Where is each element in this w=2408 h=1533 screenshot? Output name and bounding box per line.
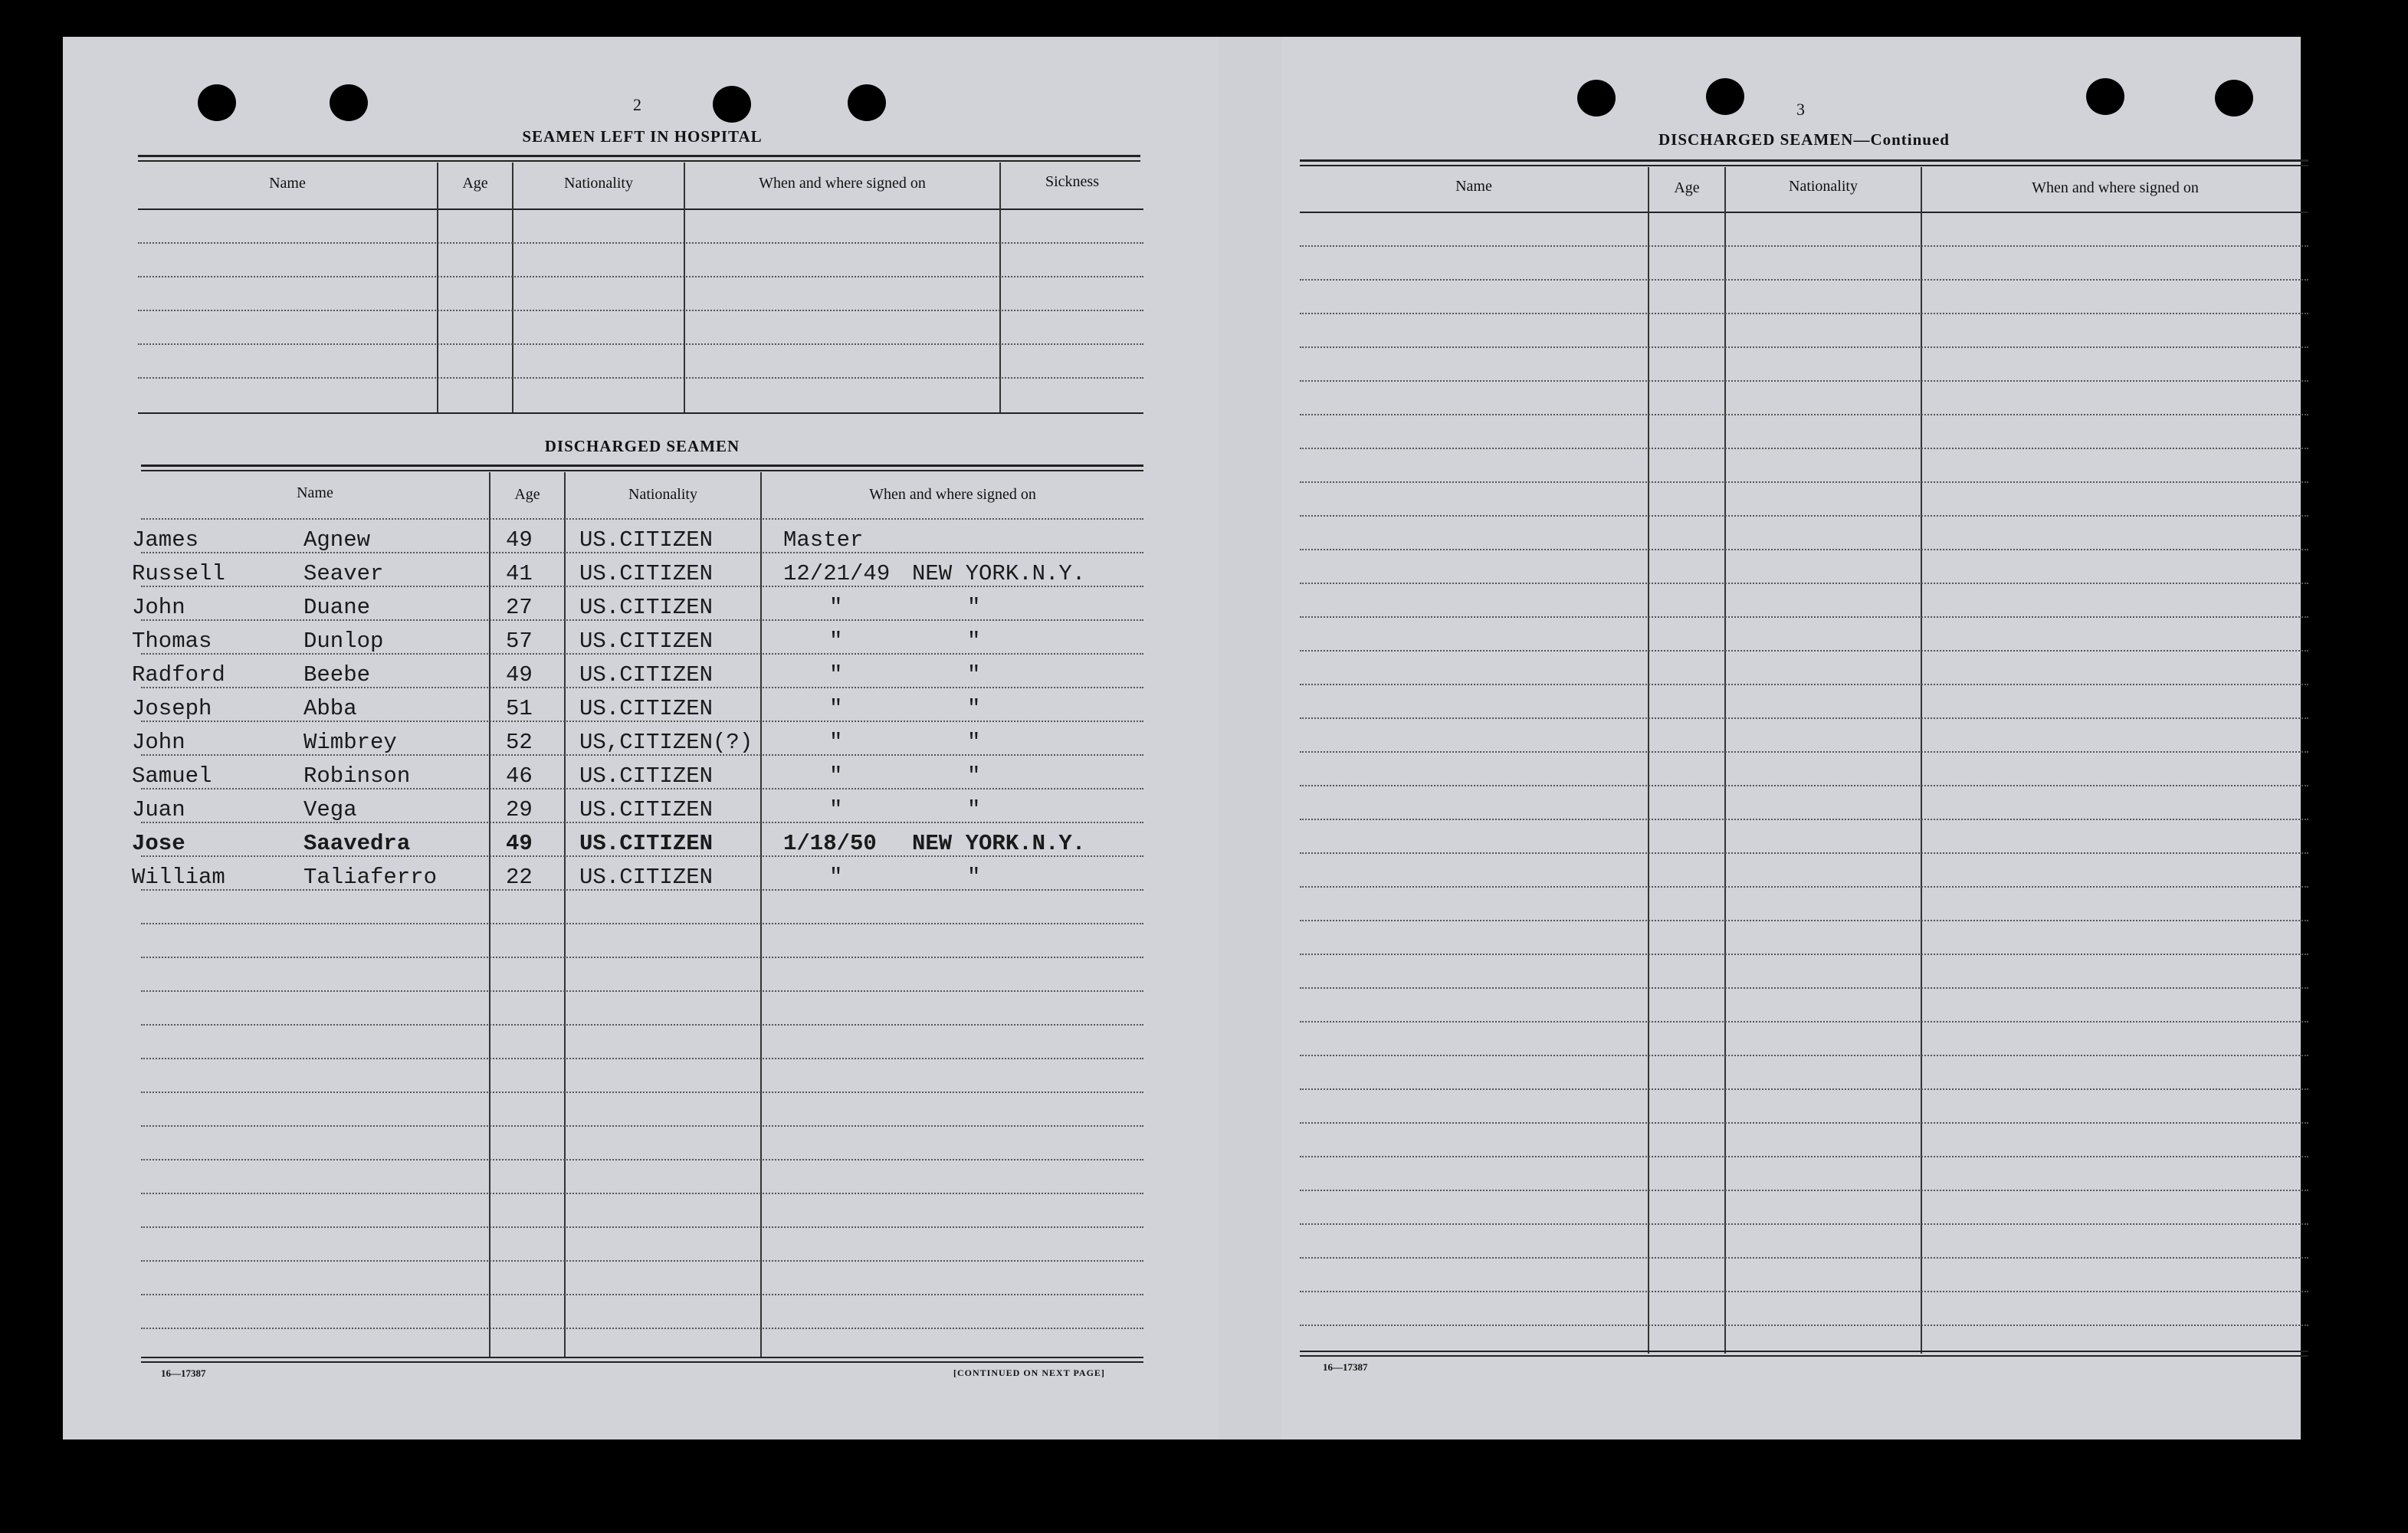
ruled-line <box>1300 684 2308 685</box>
cell-place: " <box>967 629 981 654</box>
cell-last: Robinson <box>303 763 411 789</box>
ruled-line <box>141 990 1143 992</box>
cell-last: Dunlop <box>303 629 384 654</box>
ruled-line <box>1300 819 2308 820</box>
ruled-line <box>141 923 1143 924</box>
discharged-header-name: Name <box>297 484 333 501</box>
form-number: 16—17387 <box>1323 1361 1368 1373</box>
cell-nationality: US.CITIZEN <box>579 662 714 688</box>
cell-first: John <box>132 595 185 620</box>
cell-last: Abba <box>303 696 357 721</box>
punch-hole <box>713 86 751 123</box>
cell-first: William <box>132 865 225 890</box>
ruled-line <box>1300 1055 2308 1056</box>
cell-first: Jose <box>132 831 185 856</box>
cell-date: Master <box>783 527 864 553</box>
hospital-header-name: Name <box>269 175 306 192</box>
cell-date: " <box>829 595 843 620</box>
ruled-line <box>141 1193 1143 1194</box>
right-header-name: Name <box>1455 178 1492 195</box>
document-sheet <box>63 37 2301 1439</box>
cell-first: John <box>132 730 185 755</box>
cell-place: " <box>967 797 981 822</box>
cell-date: " <box>829 730 843 755</box>
cell-last: Vega <box>303 797 357 822</box>
ruled-line <box>141 1024 1143 1026</box>
cell-place: " <box>967 595 981 620</box>
cell-place: " <box>967 763 981 789</box>
cell-last: Saavedra <box>303 831 411 856</box>
ruled-line <box>138 276 1143 277</box>
cell-date: 1/18/50 <box>783 831 877 856</box>
punch-hole <box>198 84 236 121</box>
ruled-line <box>141 1159 1143 1160</box>
cell-age: 46 <box>506 763 533 789</box>
ruled-line <box>1300 616 2308 618</box>
page-number: 3 <box>1796 100 1805 119</box>
cell-first: Radford <box>132 662 225 688</box>
ruled-line <box>1300 717 2308 719</box>
ruled-line <box>1300 987 2308 989</box>
punch-hole <box>2086 78 2124 115</box>
cell-age: 49 <box>506 831 533 856</box>
form-number: 16—17387 <box>161 1367 206 1379</box>
ruled-line <box>141 1328 1143 1329</box>
ruled-line <box>141 1260 1143 1262</box>
ruled-line <box>1300 448 2308 449</box>
cell-first: James <box>132 527 199 553</box>
hospital-section-title: SEAMEN LEFT IN HOSPITAL <box>522 127 763 146</box>
cell-date: " <box>829 629 843 654</box>
cell-place: " <box>967 865 981 890</box>
cell-age: 22 <box>506 865 533 890</box>
discharged-header-nationality: Nationality <box>628 486 697 503</box>
cell-age: 27 <box>506 595 533 620</box>
cell-age: 49 <box>506 662 533 688</box>
ruled-line <box>1300 954 2308 955</box>
page-gutter <box>1219 37 1281 1439</box>
cell-age: 29 <box>506 797 533 822</box>
cell-place: " <box>967 730 981 755</box>
hospital-header-age: Age <box>462 175 488 192</box>
punch-hole <box>2215 80 2253 117</box>
ruled-line <box>141 1125 1143 1127</box>
cell-age: 57 <box>506 629 533 654</box>
discharged-header-signed-on: When and where signed on <box>869 486 1036 503</box>
ruled-line <box>1300 1257 2308 1259</box>
ruled-line <box>1300 1122 2308 1124</box>
ruled-line <box>1300 481 2308 483</box>
cell-date: 12/21/49 <box>783 561 891 586</box>
punch-hole <box>848 84 886 121</box>
ruled-line <box>1300 313 2308 314</box>
cell-age: 49 <box>506 527 533 553</box>
ruled-line <box>1300 650 2308 652</box>
cell-nationality: US.CITIZEN <box>579 696 714 721</box>
ruled-line <box>141 1091 1143 1093</box>
ruled-line <box>138 343 1143 345</box>
ruled-line <box>141 957 1143 958</box>
ruled-line <box>1300 1291 2308 1292</box>
cell-last: Seaver <box>303 561 384 586</box>
right-header-signed-on: When and where signed on <box>2032 179 2199 196</box>
cell-place: NEW YORK.N.Y. <box>912 831 1086 856</box>
cell-age: 51 <box>506 696 533 721</box>
ruled-line <box>1300 515 2308 517</box>
continued-section-title: DISCHARGED SEAMEN—Continued <box>1658 130 1950 149</box>
cell-nationality: US.CITIZEN <box>579 831 714 856</box>
continued-note: [CONTINUED ON NEXT PAGE] <box>953 1367 1105 1378</box>
cell-nationality: US.CITIZEN <box>579 763 714 789</box>
cell-first: Thomas <box>132 629 212 654</box>
cell-nationality: US.CITIZEN <box>579 595 714 620</box>
ruled-line <box>1300 1223 2308 1225</box>
cell-last: Wimbrey <box>303 730 397 755</box>
ruled-line <box>1300 1156 2308 1157</box>
cell-nationality: US.CITIZEN <box>579 561 714 586</box>
ruled-line <box>1300 346 2308 348</box>
ruled-line <box>1300 852 2308 854</box>
cell-last: Beebe <box>303 662 371 688</box>
page-number: 2 <box>633 95 641 114</box>
ruled-line <box>1300 414 2308 415</box>
right-header-age: Age <box>1674 179 1700 196</box>
hospital-header-nationality: Nationality <box>564 175 633 192</box>
ruled-line <box>1300 279 2308 281</box>
punch-hole <box>330 84 368 121</box>
ruled-line <box>1300 380 2308 382</box>
ruled-line <box>138 242 1143 244</box>
cell-place: " <box>967 662 981 688</box>
ruled-line <box>141 518 1143 520</box>
cell-place: NEW YORK.N.Y. <box>912 561 1086 586</box>
ruled-line <box>138 377 1143 379</box>
ruled-line <box>1300 1021 2308 1023</box>
cell-date: " <box>829 662 843 688</box>
cell-date: " <box>829 696 843 721</box>
ruled-line <box>1300 886 2308 888</box>
ruled-line <box>1300 1190 2308 1191</box>
punch-hole <box>1706 78 1744 115</box>
cell-nationality: US.CITIZEN <box>579 527 714 553</box>
cell-last: Taliaferro <box>303 865 438 890</box>
cell-age: 41 <box>506 561 533 586</box>
ruled-line <box>1300 1088 2308 1090</box>
ruled-line <box>141 1226 1143 1228</box>
cell-place: " <box>967 696 981 721</box>
cell-last: Duane <box>303 595 371 620</box>
cell-age: 52 <box>506 730 533 755</box>
cell-date: " <box>829 865 843 890</box>
hospital-header-signed-on: When and where signed on <box>759 175 926 192</box>
ruled-line <box>141 1058 1143 1059</box>
ruled-line <box>1300 920 2308 921</box>
ruled-line <box>1300 583 2308 584</box>
ruled-line <box>1300 549 2308 550</box>
cell-date: " <box>829 797 843 822</box>
punch-hole <box>1577 80 1616 117</box>
cell-nationality: US.CITIZEN <box>579 629 714 654</box>
ruled-line <box>138 310 1143 311</box>
cell-nationality: US,CITIZEN(?) <box>579 730 753 755</box>
hospital-header-sickness: Sickness <box>1045 173 1099 190</box>
cell-date: " <box>829 763 843 789</box>
discharged-section-title: DISCHARGED SEAMEN <box>544 437 740 455</box>
ruled-line <box>1300 785 2308 786</box>
cell-nationality: US.CITIZEN <box>579 865 714 890</box>
right-header-nationality: Nationality <box>1789 178 1858 195</box>
ruled-line <box>1300 245 2308 247</box>
ruled-line <box>141 1294 1143 1295</box>
cell-nationality: US.CITIZEN <box>579 797 714 822</box>
ruled-line <box>1300 1325 2308 1326</box>
cell-first: Russell <box>132 561 225 586</box>
cell-first: Juan <box>132 797 185 822</box>
ruled-line <box>1300 751 2308 753</box>
discharged-header-age: Age <box>514 486 540 503</box>
cell-first: Joseph <box>132 696 212 721</box>
cell-first: Samuel <box>132 763 212 789</box>
cell-last: Agnew <box>303 527 371 553</box>
